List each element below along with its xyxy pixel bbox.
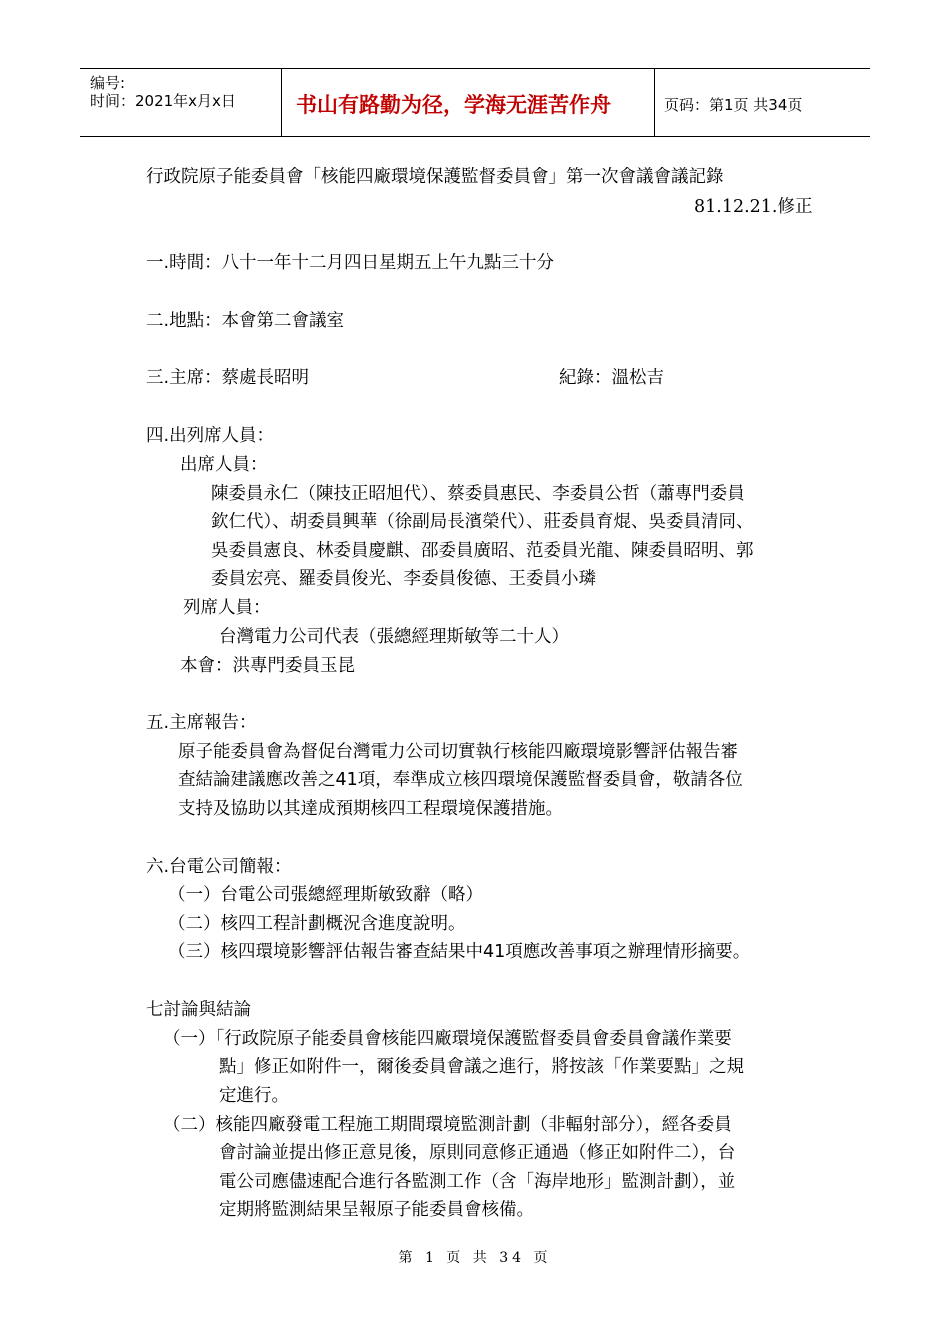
revision-date: 81.12.21.修正: [694, 197, 813, 217]
report-line: 支持及協助以其達成預期核四工程環境保護措施。: [178, 799, 563, 819]
briefing-heading: 六.台電公司簡報：: [146, 857, 292, 877]
meeting-recorder: 紀錄：溫松吉: [559, 368, 664, 388]
briefing-item: （一）台電公司張總經理斯敏致辭（略）: [168, 885, 483, 905]
header-top-rule: [80, 68, 870, 69]
meeting-time: 一.時間：八十一年十二月四日星期五上午九點三十分: [146, 253, 555, 273]
present-line: 委員宏亮、羅委員俊光、李委員俊德、王委員小璘: [211, 569, 596, 589]
header-divider-right: [654, 68, 655, 136]
discussion-item-line: 會討論並提出修正意見後，原則同意修正通過（修正如附件二），台: [219, 1143, 736, 1163]
page-footer: 第 1 页 共 34 页: [398, 1250, 552, 1266]
header-bottom-rule: [80, 136, 870, 137]
present-line: 吳委員憲良、林委員慶麒、邵委員廣昭、范委員光龍、陳委員昭明、郭: [211, 541, 754, 561]
briefing-item: （二）核四工程計劃概況含進度說明。: [168, 914, 466, 934]
header-divider-left: [281, 68, 282, 136]
attendance-heading: 四.出列席人員：: [146, 426, 275, 446]
time-label: 时间：2021年x月x日: [90, 92, 236, 110]
discussion-item-line: 定期將監測結果呈報原子能委員會核備。: [219, 1200, 534, 1220]
observer-line: 台灣電力公司代表（張總經理斯敏等二十人）: [219, 627, 569, 647]
number-label: 编号:: [90, 74, 126, 92]
discussion-item-line: 點」修正如附件一，爾後委員會議之進行，將按該「作業要點」之規: [219, 1057, 744, 1077]
discussion-item-line: 定進行。: [219, 1086, 289, 1106]
staff-line: 本會：洪專門委員玉昆: [180, 656, 355, 676]
present-line: 陳委員永仁（陳技正昭旭代）、蔡委員惠民、李委員公哲（蕭專門委員: [211, 484, 745, 504]
page-info: 页码：第1页 共34页: [664, 96, 803, 114]
report-line: 查結論建議應改善之41項，奉準成立核四環境保護監督委員會，敬請各位: [178, 770, 743, 790]
present-line: 欽仁代）、胡委員興華（徐副局長濱榮代）、莊委員育焜、吳委員清同、: [211, 512, 754, 532]
discussion-item-line: （一）「行政院原子能委員會核能四廠環境保護監督委員會委員會議作業要: [163, 1029, 732, 1049]
present-heading: 出席人員：: [180, 455, 268, 475]
meeting-chair: 三.主席：蔡處長昭明: [146, 368, 310, 388]
briefing-item: （三）核四環境影響評估報告審查結果中41項應改善事項之辦理情形摘要。: [168, 942, 751, 962]
discussion-item-line: （二）核能四廠發電工程施工期間環境監測計劃（非輻射部分），經各委員: [163, 1115, 732, 1135]
observer-heading: 列席人員：: [183, 598, 271, 618]
discussion-item-line: 電公司應儘速配合進行各監測工作（含「海岸地形」監測計劃），並: [219, 1172, 736, 1192]
report-line: 原子能委員會為督促台灣電力公司切實執行核能四廠環境影響評估報告審: [178, 742, 738, 762]
motto-banner: 书山有路勤为径，学海无涯苦作舟: [296, 92, 611, 117]
discussion-heading: 七討論與結論: [146, 1000, 251, 1020]
document-title: 行政院原子能委員會「核能四廠環境保護監督委員會」第一次會議會議記錄: [146, 167, 724, 187]
meeting-place: 二.地點：本會第二會議室: [146, 311, 345, 331]
report-heading: 五.主席報告：: [146, 713, 257, 733]
